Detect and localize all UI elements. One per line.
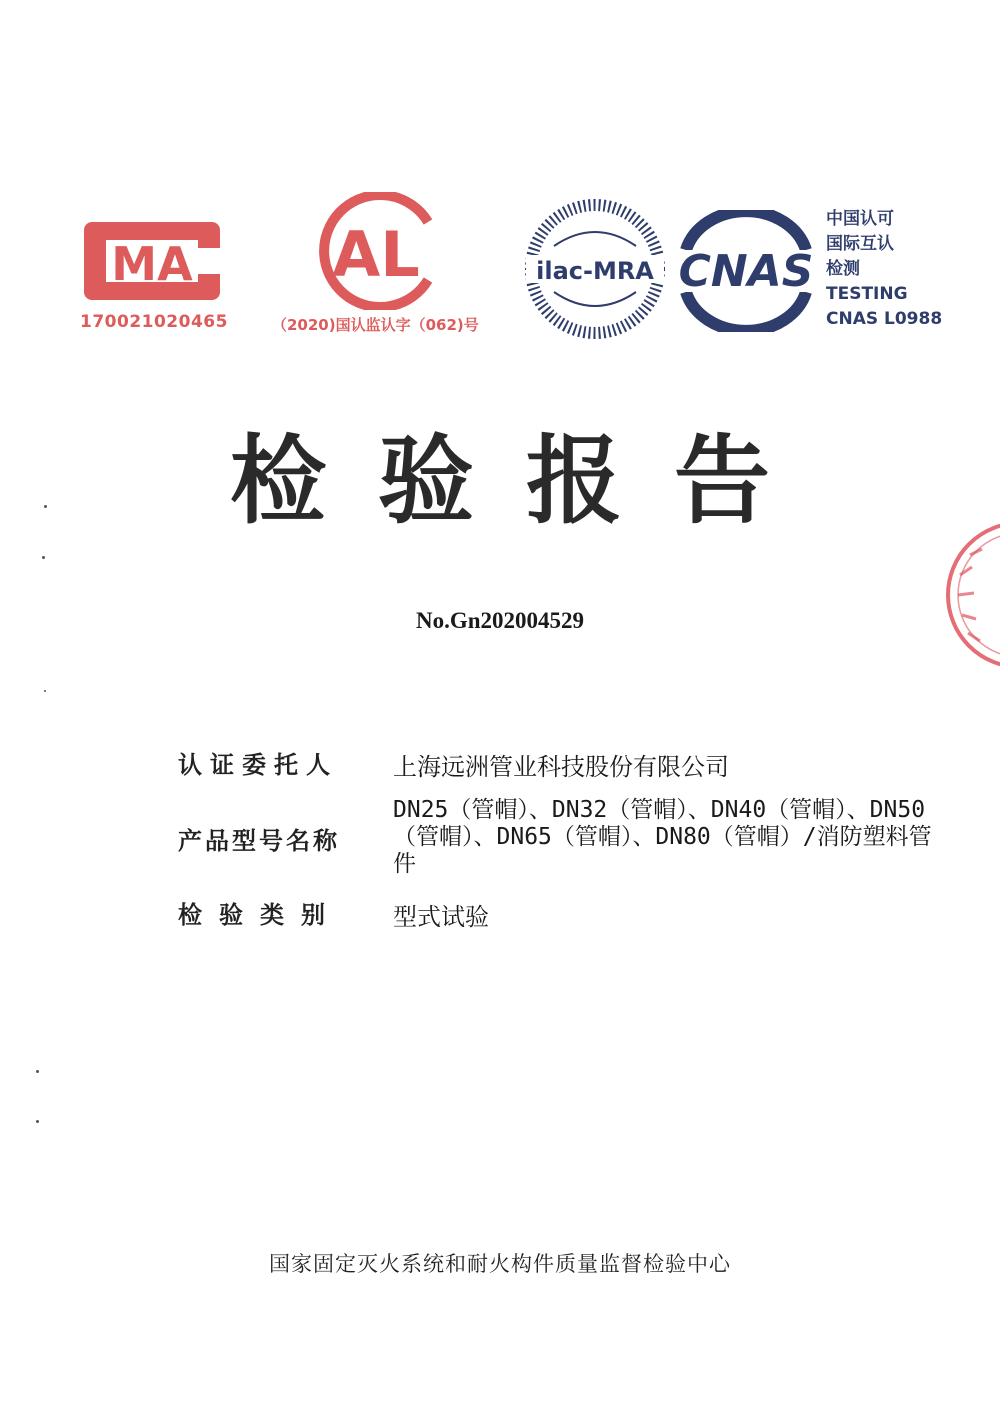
document-title: 检验报告: [230, 424, 822, 537]
cnas-line-5: CNAS L0988: [826, 309, 943, 329]
cal-caption: （2020)国认监认字（062)号: [272, 316, 479, 334]
scan-speck: [36, 1120, 39, 1123]
client-label: 认证委托人: [178, 751, 338, 779]
cma-logo: [80, 218, 224, 304]
scan-speck: [44, 690, 46, 692]
ilac-mra-logo: [524, 198, 666, 340]
scan-speck: [42, 556, 45, 559]
cal-logo: [312, 192, 446, 310]
report-number: No.Gn202004529: [415, 608, 585, 633]
svg-text:CNAS: CNAS: [678, 246, 814, 297]
product-label: 产品型号名称: [178, 827, 340, 855]
test-type-value: 型式试验: [393, 903, 489, 931]
svg-text:AL: AL: [332, 218, 420, 291]
cnas-logo: [668, 210, 824, 332]
red-seal-stamp: [940, 515, 1000, 675]
cnas-line-4: TESTING: [826, 284, 908, 304]
svg-text:MA: MA: [111, 237, 193, 291]
cnas-line-3: 检测: [826, 259, 860, 279]
issuer-footer: 国家固定灭火系统和耐火构件质量监督检验中心: [269, 1252, 731, 1276]
cnas-line-2: 国际互认: [826, 234, 894, 254]
client-value: 上海远洲管业科技股份有限公司: [393, 753, 729, 781]
cnas-line-1: 中国认可: [826, 209, 894, 229]
test-type-label: 检验类别: [178, 901, 342, 929]
scan-speck: [36, 1070, 39, 1073]
cma-number: 170021020465: [80, 312, 228, 332]
svg-text:ilac-MRA: ilac-MRA: [536, 257, 654, 285]
scan-speck: [44, 505, 47, 508]
product-value: DN25（管帽）、DN32（管帽）、DN40（管帽）、DN50（管帽）、DN65（管帽）、DN80（管帽）/消防塑料管件: [393, 797, 932, 877]
